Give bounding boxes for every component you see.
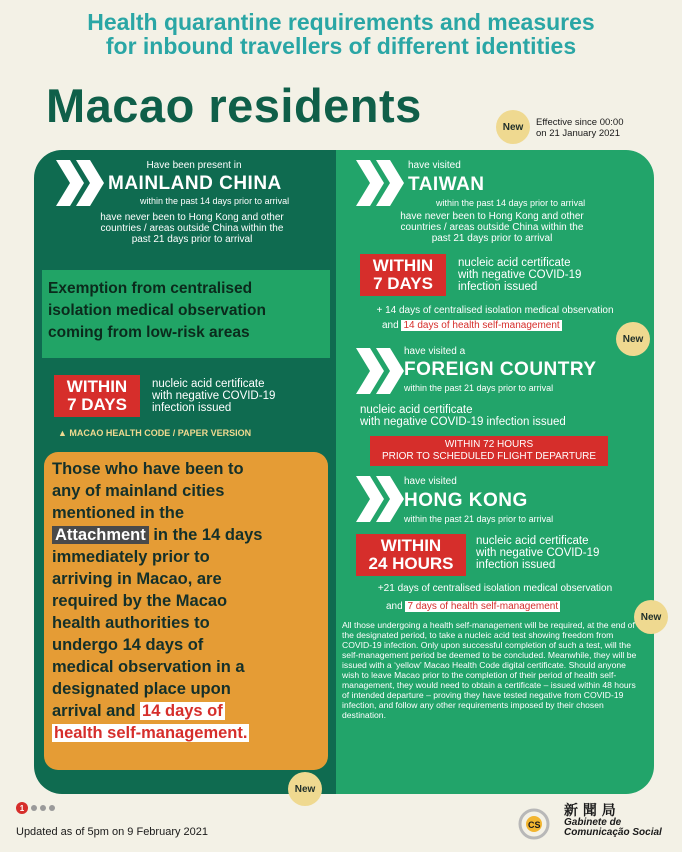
foreign-certificate-text xyxy=(360,404,566,428)
timing-line-2: PRIOR TO SCHEDULED FLIGHT DEPARTURE xyxy=(381,451,597,462)
never-line-1: have never been to Hong Kong and other xyxy=(400,211,584,222)
new-badge: New xyxy=(616,322,650,356)
orange-line xyxy=(52,700,320,722)
highlight-text: health self-management. xyxy=(54,724,248,742)
logo-line-1: Gabinete de xyxy=(564,817,622,828)
taiwan-within-days: within the past 14 days prior to arrival xyxy=(436,198,586,208)
cert-line-1: nucleic acid certificate xyxy=(458,257,571,269)
cert-line-1: nucleic acid certificate xyxy=(360,404,473,416)
taiwan-self-management xyxy=(382,320,562,331)
cert-line-1: nucleic acid certificate xyxy=(152,378,265,390)
updated-timestamp: Updated as of 5pm on 9 February 2021 xyxy=(16,826,209,838)
hongkong-self-management xyxy=(386,601,560,612)
gcs-logo xyxy=(514,800,674,844)
orange-line: Those who have been to xyxy=(52,460,244,478)
foreign-visited-label: have visited a xyxy=(404,346,466,357)
effective-date xyxy=(536,117,624,139)
within-bottom: 24 HOURS xyxy=(368,554,454,573)
within-bottom: 7 DAYS xyxy=(67,395,127,414)
within-7-days-badge xyxy=(54,375,140,417)
within-top: WITHIN xyxy=(66,377,128,396)
cert-line-3: infection issued xyxy=(476,559,556,571)
page-title: Macao residents xyxy=(46,79,422,132)
cert-line-1: nucleic acid certificate xyxy=(476,535,589,547)
pagination[interactable] xyxy=(16,802,55,814)
region-hong-kong: HONG KONG xyxy=(404,490,528,511)
orange-line-text: arrival and xyxy=(52,702,141,720)
within-top: WITHIN xyxy=(372,256,434,275)
foreign-timing-box xyxy=(370,436,608,466)
page-dot-active[interactable]: 1 xyxy=(16,802,28,814)
hongkong-certificate-text xyxy=(476,535,599,571)
hongkong-visited-label: have visited xyxy=(404,476,457,487)
orange-line: undergo 14 days of xyxy=(52,636,204,654)
timing-line-1: WITHIN 72 HOURS xyxy=(444,439,534,450)
orange-line: health authorities to xyxy=(52,614,210,632)
orange-line: mentioned in the xyxy=(52,504,184,522)
highlight-text: 14 days of health self-management xyxy=(403,320,560,331)
cert-line-3: infection issued xyxy=(458,281,538,293)
heading-line-1: Health quarantine requirements and measures xyxy=(87,9,595,35)
exempt-line-2: isolation medical observation xyxy=(48,302,266,319)
hongkong-within-days: within the past 21 days prior to arrival xyxy=(404,514,554,524)
orange-line-text: in the 14 days xyxy=(148,526,263,544)
within-days-label: within the past 14 days prior to arrival xyxy=(140,196,290,206)
new-badge: New xyxy=(496,110,530,144)
logo-chinese: 新 聞 局 xyxy=(564,803,616,819)
exemption-box xyxy=(42,270,330,358)
orange-line: designated place upon xyxy=(52,680,231,698)
page-dot[interactable] xyxy=(31,805,37,811)
never-line-1: have never been to Hong Kong and other xyxy=(100,212,284,223)
cert-line-2: with negative COVID-19 xyxy=(458,269,582,281)
highlight-text: 14 days of xyxy=(142,702,223,720)
taiwan-within-badge xyxy=(360,254,446,296)
self-management-paragraph: All those undergoing a health self-management will be required, at the end of the designated period, to take a nucleic acid test showing freedom from COVID-19 infection. Only upon successful completion of such a test, will the self-management period be deemed to be concluded. Meanwhile, they will be issued with a ‘yellow’ Macao Health Code digital certificate. Should anyone wish to leave Macao prior to the completion of their period of health self-management, they would need to obtain a certificate – issued within 48 hours of intended departure – proving they have tested negative from COVID-19 infection, and follow any other requirements imposed by their chosen destination. xyxy=(342,620,637,720)
page-heading xyxy=(0,10,682,58)
never-been-text xyxy=(44,212,340,245)
orange-line xyxy=(52,722,320,744)
within-bottom: 7 DAYS xyxy=(373,274,433,293)
exempt-line-1: Exemption from centralised xyxy=(48,280,253,297)
region-foreign-country: FOREIGN COUNTRY xyxy=(404,359,597,380)
region-mainland-china: MAINLAND CHINA xyxy=(108,173,282,194)
effective-line-1: Effective since 00:00 xyxy=(536,117,624,128)
region-taiwan: TAIWAN xyxy=(408,174,485,195)
heading-line-2: for inbound travellers of different identities xyxy=(105,33,577,59)
svg-text:CS: CS xyxy=(528,820,541,830)
cert-line-3: infection issued xyxy=(152,402,232,414)
certificate-text xyxy=(152,378,275,414)
taiwan-visited-label: have visited xyxy=(408,160,461,171)
and-text: and xyxy=(386,601,406,612)
attachment-link[interactable]: Attachment xyxy=(52,526,149,544)
never-line-2: countries / areas outside China within the xyxy=(400,222,584,233)
logo-text xyxy=(564,818,662,838)
and-text: and xyxy=(382,320,402,331)
orange-line xyxy=(52,524,320,546)
chevrons-icon xyxy=(56,160,104,206)
new-badge: New xyxy=(634,600,668,634)
chevrons-icon xyxy=(356,348,404,394)
attachment-notice xyxy=(44,452,328,770)
never-line-3: past 21 days prior to arrival xyxy=(431,233,553,244)
page-dot[interactable] xyxy=(40,805,46,811)
chevrons-icon xyxy=(356,160,404,206)
cert-line-2: with negative COVID-19 infection issued xyxy=(360,416,566,428)
highlight-text: 7 days of health self-management xyxy=(407,601,559,612)
foreign-within-days: within the past 21 days prior to arrival xyxy=(404,383,554,393)
new-badge: New xyxy=(288,772,322,806)
taiwan-never-text xyxy=(344,211,640,244)
cert-line-2: with negative COVID-19 xyxy=(152,390,276,402)
effective-line-2: on 21 January 2021 xyxy=(536,128,620,139)
exempt-line-3: coming from low-risk areas xyxy=(48,324,250,341)
within-top: WITHIN xyxy=(380,536,442,555)
hongkong-within-badge xyxy=(356,534,466,576)
orange-line: medical observation in a xyxy=(52,658,245,676)
gcs-logo-icon xyxy=(514,802,554,842)
chevrons-icon xyxy=(356,476,404,522)
taiwan-certificate-text xyxy=(458,257,581,293)
orange-line: any of mainland cities xyxy=(52,482,225,500)
page-dot[interactable] xyxy=(49,805,55,811)
never-line-2: countries / areas outside China within the xyxy=(100,223,284,234)
orange-line: arriving in Macao, are xyxy=(52,570,222,588)
taiwan-plus-line: + 14 days of centralised isolation medical observation xyxy=(376,305,614,316)
health-code-label: ▲ MACAO HEALTH CODE / PAPER VERSION xyxy=(58,428,252,438)
hongkong-plus-line: +21 days of centralised isolation medical observation xyxy=(377,583,613,594)
present-in-label: Have been present in xyxy=(146,160,242,171)
cert-line-2: with negative COVID-19 xyxy=(476,547,600,559)
orange-line: required by the Macao xyxy=(52,592,228,610)
logo-line-2: Comunicação Social xyxy=(564,827,662,838)
orange-line: immediately prior to xyxy=(52,548,210,566)
never-line-3: past 21 days prior to arrival xyxy=(131,234,253,245)
